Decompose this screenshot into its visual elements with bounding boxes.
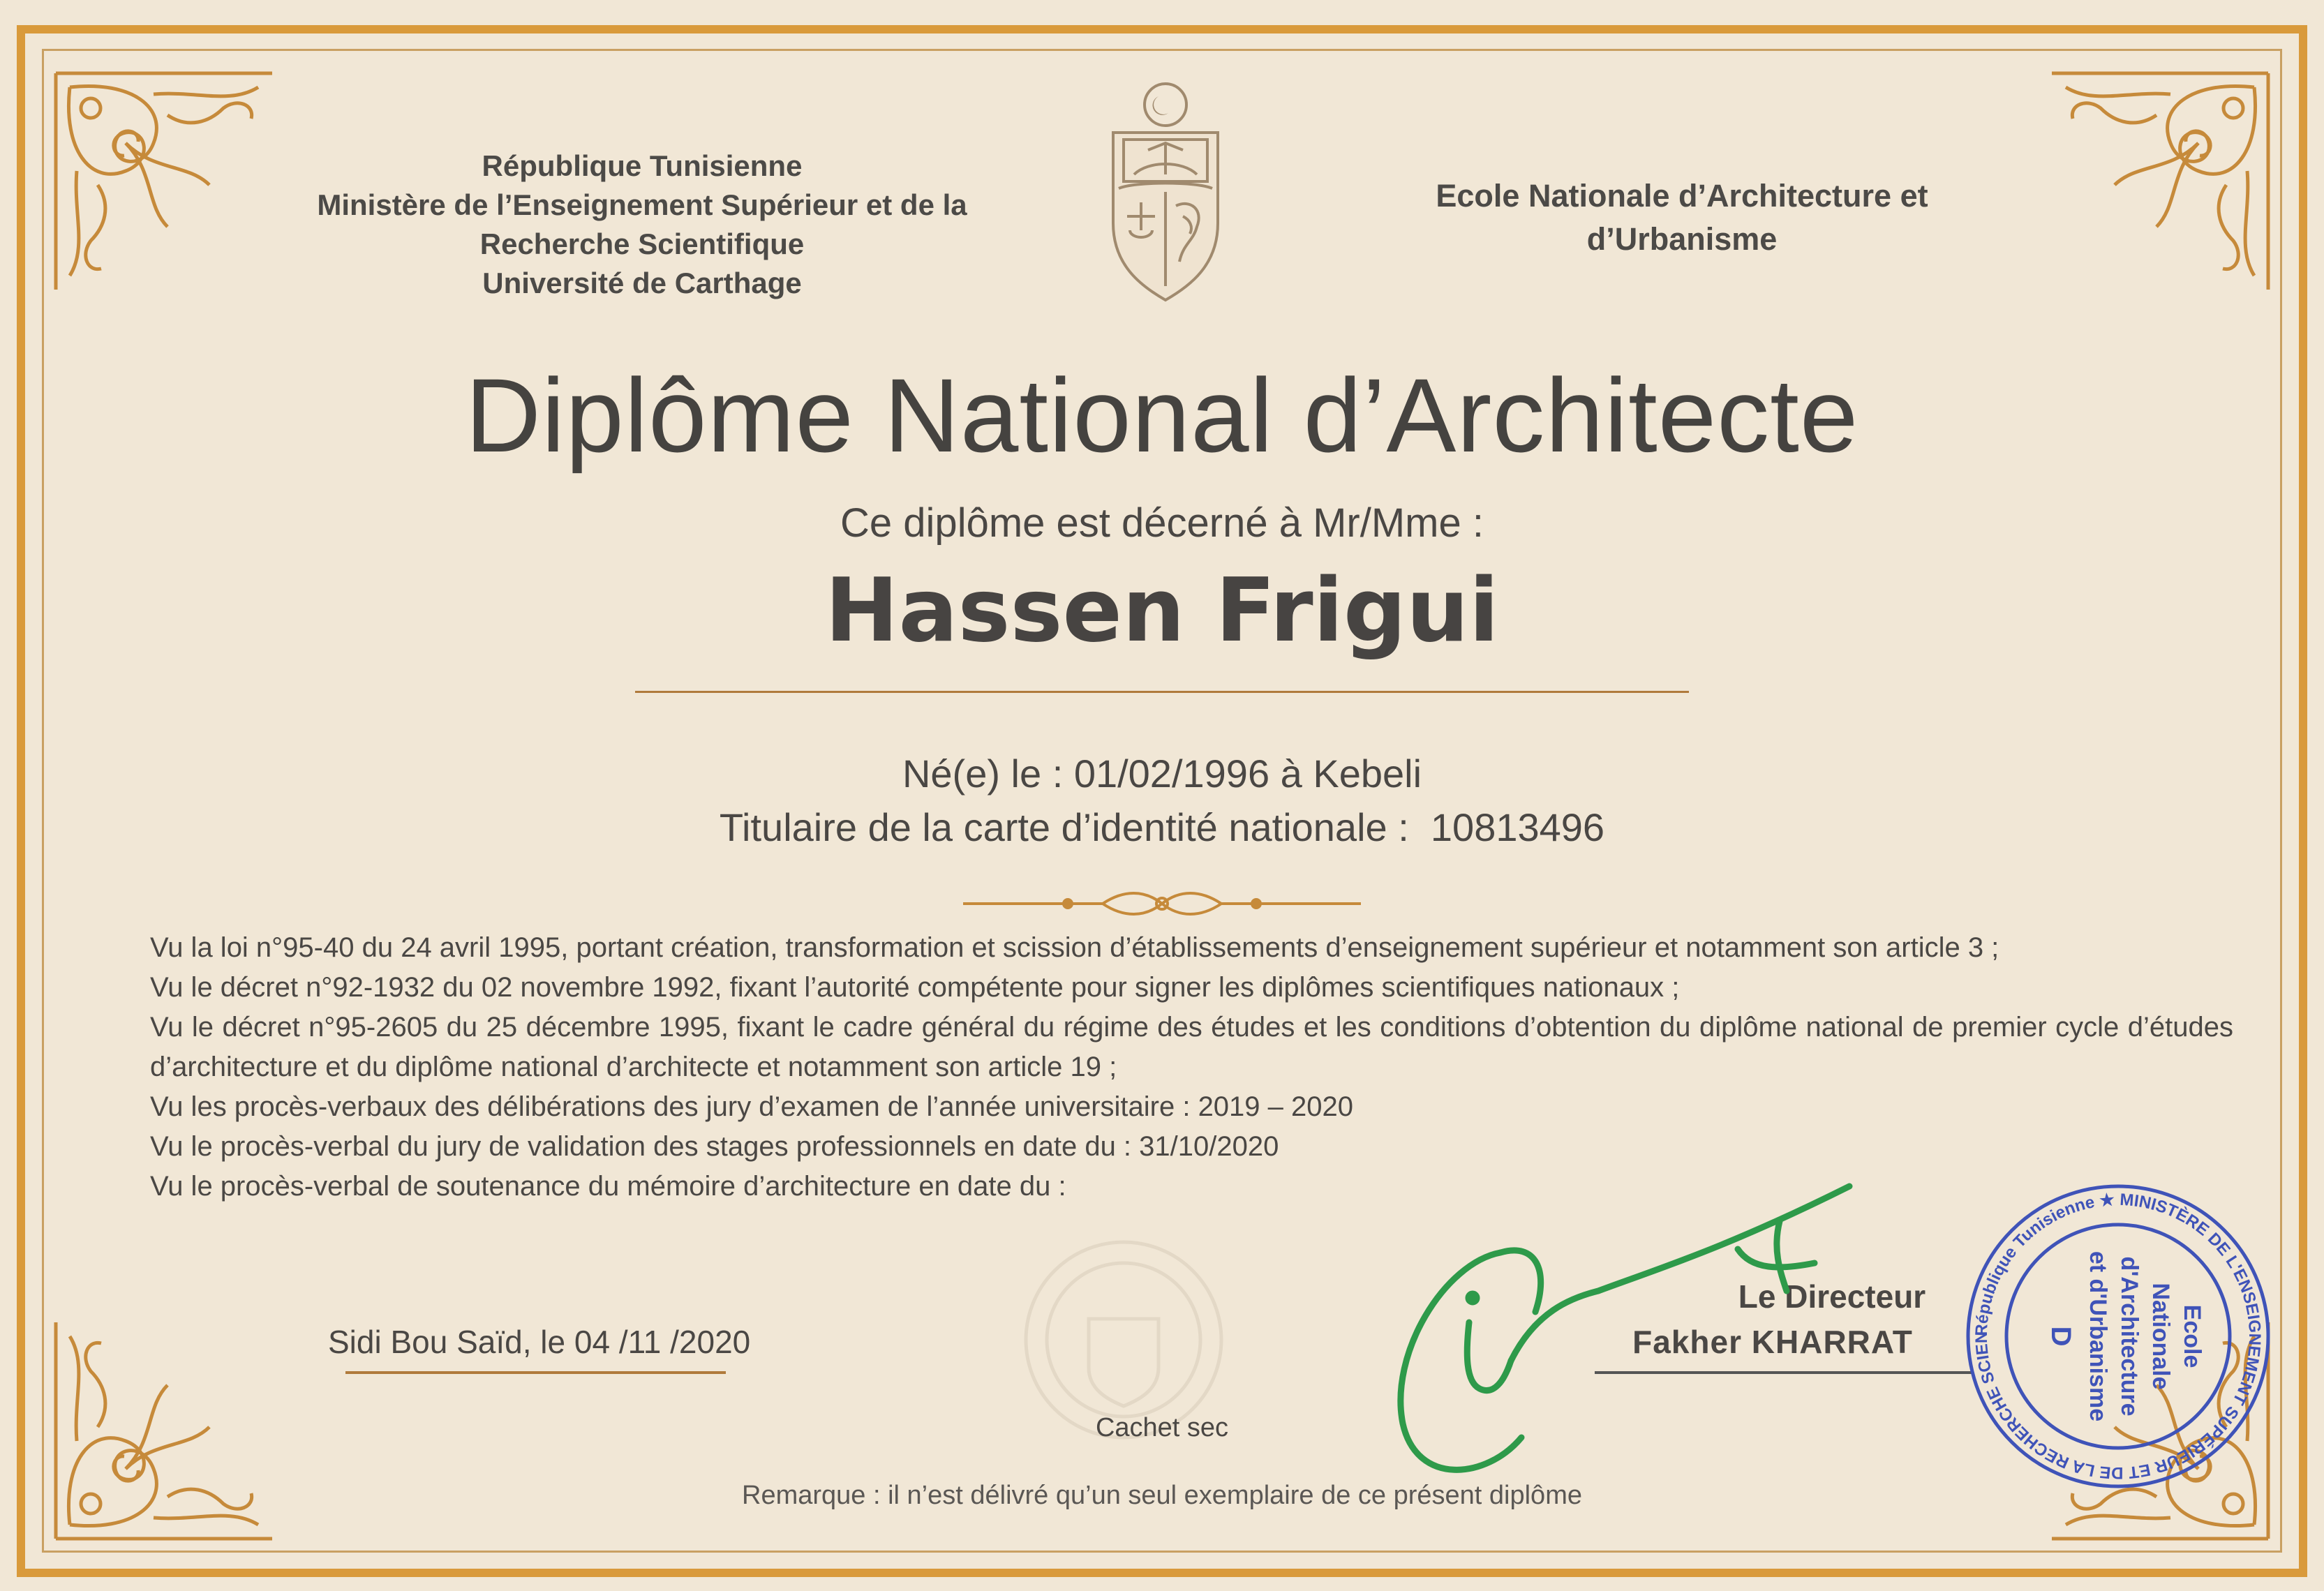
header-republic: République Tunisienne <box>482 149 803 182</box>
school-name-line2: d’Urbanisme <box>1586 221 1778 257</box>
id-label: Titulaire de la carte d’identité nationale : <box>719 805 1409 849</box>
name-underline <box>635 691 1689 693</box>
recipient-name: Hassen Frigui <box>825 559 1499 662</box>
stamp-center-line: D <box>2046 1326 2076 1347</box>
legal-line: Vu le procès-verbal du jury de validation des stages professionnels en date du : 31/10/2020 <box>150 1131 1279 1162</box>
stamp-center-line: Ecole <box>2179 1304 2205 1368</box>
id-info <box>0 804 2324 851</box>
diploma-title: Diplôme National d’Architecte <box>465 357 1859 474</box>
official-stamp-icon <box>1954 1172 2282 1500</box>
director-name: Fakher KHARRAT <box>1632 1324 1913 1360</box>
director-title: Le Directeur <box>1738 1278 1926 1315</box>
corner-ornament-icon <box>49 66 279 297</box>
handwritten-signature-icon <box>1361 1172 1863 1493</box>
legal-line: Vu le procès-verbal de soutenance du mémoire d’architecture en date du : <box>150 1171 1066 1202</box>
corner-ornament-icon <box>49 1315 279 1546</box>
stamp-ring-text: République Tunisienne ★ MINISTÈRE DE L'ENSEIGNEMENT SUPÉRIEUR ET DE LA RECHERCHE SCIEN <box>1972 1190 2265 1483</box>
place-and-date: Sidi Bou Saïd, le 04 /11 /2020 <box>328 1324 751 1360</box>
school-name-block <box>1347 174 2017 261</box>
stamp-center-line: Nationale <box>2147 1283 2174 1390</box>
legal-line: Vu la loi n°95-40 du 24 avril 1995, portant création, transformation et scission d’établissements d’enseignement supérieur et notamment son article 3 ; <box>150 932 1999 963</box>
school-name-line1: Ecole Nationale d’Architecture et <box>1436 178 1928 214</box>
corner-ornament-icon <box>2045 66 2275 297</box>
legal-line: Vu les procès-verbaux des délibérations des jury d’examen de l’année universitaire : 2019 – 2020 <box>150 1091 1354 1122</box>
header-ministry: Ministère de l’Enseignement Supérieur et de la <box>317 188 967 221</box>
dry-seal-label: Cachet sec <box>1095 1413 1229 1442</box>
id-number: 10813496 <box>1430 805 1605 849</box>
stamp-center-line: et d'Urbanisme <box>2085 1250 2111 1422</box>
stamp-center-line: d'Architecture <box>2116 1256 2143 1417</box>
header-university: Université de Carthage <box>482 267 802 299</box>
tunisia-coat-of-arms-icon <box>1085 77 1246 307</box>
awarded-to-label: Ce diplôme est décerné à Mr/Mme : <box>840 500 1484 546</box>
legal-references <box>150 928 2233 1207</box>
birth-info: Né(e) le : 01/02/1996 à Kebeli <box>902 752 1422 796</box>
date-underline <box>345 1371 726 1374</box>
issuing-authority-block <box>265 147 1019 303</box>
ornamental-divider-icon <box>963 886 1361 921</box>
single-copy-remark: Remarque : il n’est délivré qu’un seul exemplaire de ce présent diplôme <box>742 1481 1582 1510</box>
legal-line: Vu le décret n°95-2605 du 25 décembre 1995, fixant le cadre général du régime des études et les conditions d’obtention du diplôme national de premier cycle d’études d’architecture et du diplôme national d’architecte et notamment son article 19 ; <box>150 1012 2233 1082</box>
legal-line: Vu le décret n°92-1932 du 02 novembre 1992, fixant l’autorité compétente pour signer les diplômes scientifiques nationaux ; <box>150 972 1680 1003</box>
header-ministry-cont: Recherche Scientifique <box>479 227 805 260</box>
